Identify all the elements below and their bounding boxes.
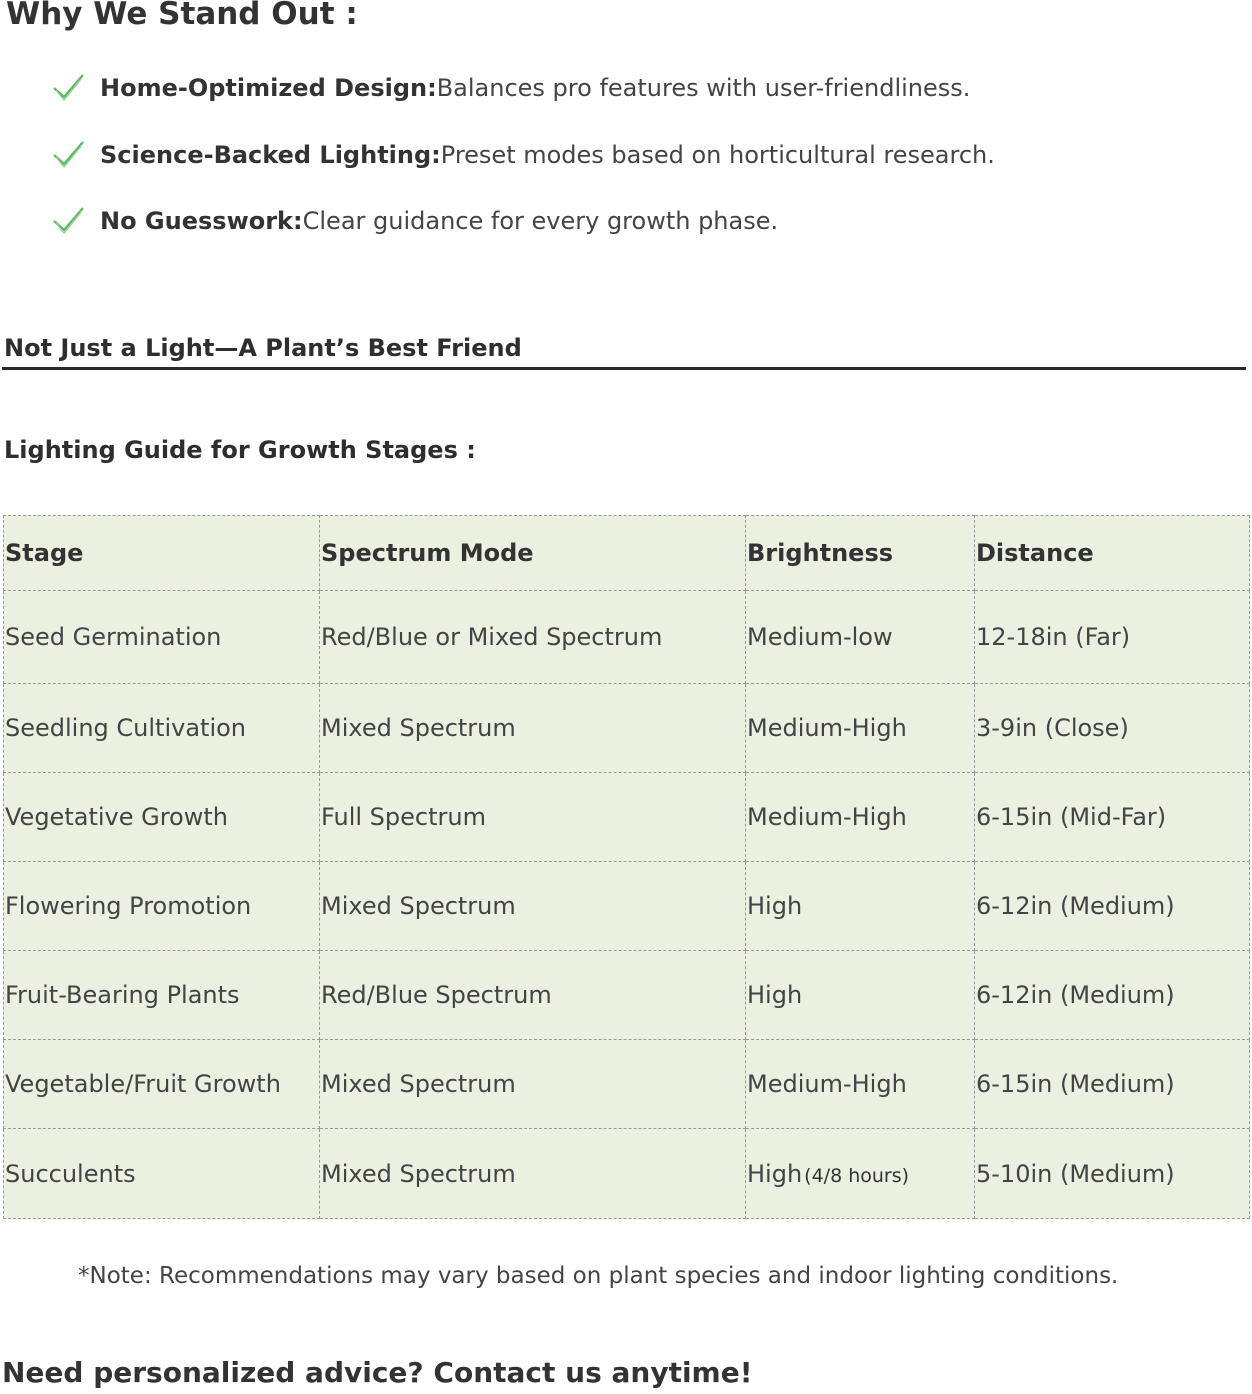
brightness-value: High	[747, 892, 803, 920]
spectrum-cell: Mixed Spectrum	[320, 684, 746, 773]
distance-cell: 6-12in (Medium)	[975, 951, 1250, 1040]
feature-title: No Guesswork:	[100, 207, 303, 235]
brightness-note: (4/8 hours)	[804, 1164, 910, 1187]
column-header-spectrum-mode: Spectrum Mode	[320, 516, 746, 591]
table-row	[4, 1129, 1250, 1219]
distance-cell: 5-10in (Medium)	[975, 1129, 1250, 1219]
table-header-row	[4, 516, 1250, 591]
spectrum-cell: Red/Blue or Mixed Spectrum	[320, 591, 746, 684]
stage-cell: Succulents	[4, 1129, 320, 1219]
section-title: Not Just a Light—A Plant’s Best Friend	[4, 334, 522, 362]
brightness-cell	[746, 773, 975, 862]
table-row	[4, 951, 1250, 1040]
distance-cell: 12-18in (Far)	[975, 591, 1250, 684]
spectrum-cell: Mixed Spectrum	[320, 1040, 746, 1129]
check-icon	[52, 140, 86, 170]
table-row	[4, 773, 1250, 862]
distance-cell: 6-15in (Mid-Far)	[975, 773, 1250, 862]
distance-cell: 3-9in (Close)	[975, 684, 1250, 773]
feature-description: Preset modes based on horticultural research.	[440, 141, 995, 169]
feature-description: Balances pro features with user-friendliness.	[436, 74, 971, 102]
brightness-value: Medium-High	[747, 803, 907, 831]
table-row	[4, 684, 1250, 773]
brightness-cell	[746, 1040, 975, 1129]
distance-cell: 6-12in (Medium)	[975, 862, 1250, 951]
guide-title: Lighting Guide for Growth Stages :	[4, 436, 476, 464]
feature-title: Home-Optimized Design:	[100, 74, 437, 102]
check-icon	[52, 73, 86, 103]
spectrum-cell: Full Spectrum	[320, 773, 746, 862]
brightness-cell	[746, 1129, 975, 1219]
stage-cell: Seedling Cultivation	[4, 684, 320, 773]
brightness-value: Medium-High	[747, 714, 907, 742]
feature-title: Science-Backed Lighting:	[100, 141, 441, 169]
spectrum-cell: Mixed Spectrum	[320, 1129, 746, 1219]
column-header-distance: Distance	[975, 516, 1250, 591]
spectrum-cell: Mixed Spectrum	[320, 862, 746, 951]
column-header-brightness: Brightness	[746, 516, 975, 591]
feature-item-home-optimized	[52, 68, 970, 108]
stage-cell: Fruit-Bearing Plants	[4, 951, 320, 1040]
table-row	[4, 1040, 1250, 1129]
column-header-stage: Stage	[4, 516, 320, 591]
page-title: Why We Stand Out :	[6, 0, 358, 32]
table-row	[4, 591, 1250, 684]
section-divider	[2, 367, 1246, 370]
stage-cell: Vegetative Growth	[4, 773, 320, 862]
footnote: *Note: Recommendations may vary based on plant species and indoor lighting conditions.	[78, 1263, 1119, 1289]
lighting-guide-table	[3, 515, 1250, 1219]
brightness-cell	[746, 684, 975, 773]
stage-cell: Seed Germination	[4, 591, 320, 684]
brightness-value: Medium-High	[747, 1070, 907, 1098]
distance-cell: 6-15in (Medium)	[975, 1040, 1250, 1129]
brightness-value: Medium-low	[747, 623, 893, 651]
spectrum-cell: Red/Blue Spectrum	[320, 951, 746, 1040]
table-row	[4, 862, 1250, 951]
feature-description: Clear guidance for every growth phase.	[302, 207, 779, 235]
brightness-cell	[746, 862, 975, 951]
brightness-value: High	[747, 981, 803, 1009]
check-icon	[52, 206, 86, 236]
feature-item-science-backed	[52, 135, 995, 175]
brightness-cell	[746, 591, 975, 684]
stage-cell: Vegetable/Fruit Growth	[4, 1040, 320, 1129]
stage-cell: Flowering Promotion	[4, 862, 320, 951]
feature-item-no-guesswork	[52, 201, 778, 241]
brightness-cell	[746, 951, 975, 1040]
brightness-value: High	[747, 1159, 803, 1188]
contact-cta: Need personalized advice? Contact us anytime!	[2, 1356, 753, 1389]
